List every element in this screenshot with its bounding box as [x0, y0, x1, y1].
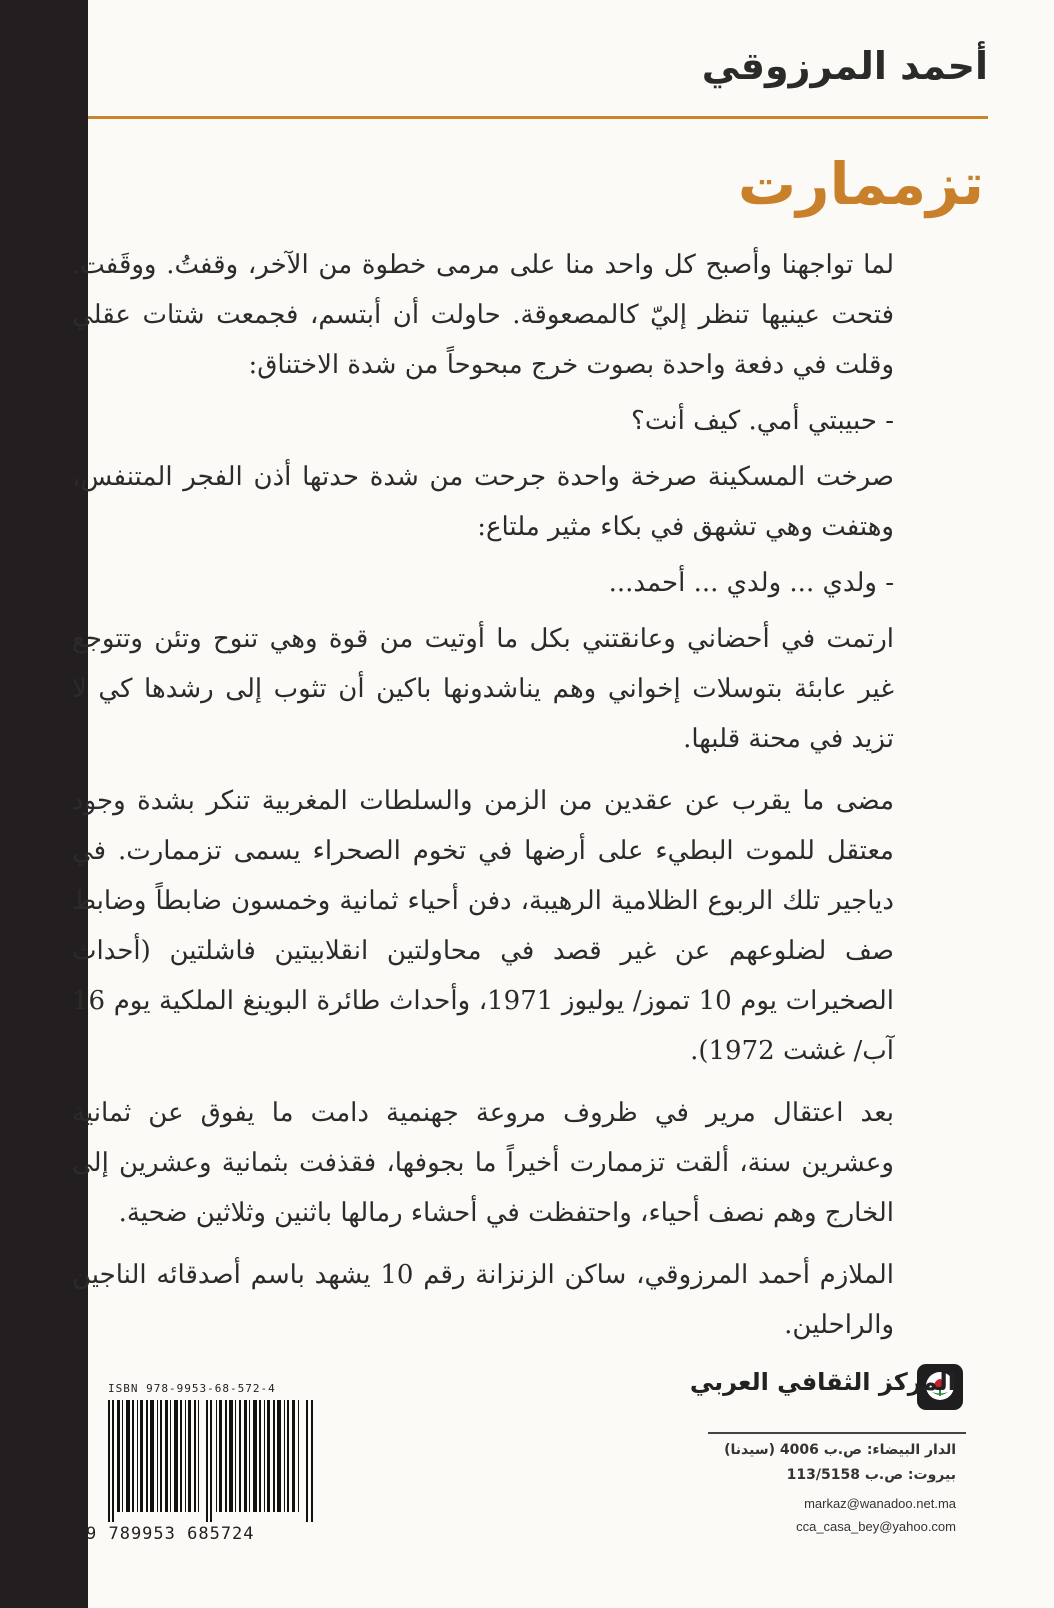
- isbn-label: ISBN 978-9953-68-572-4: [108, 1382, 276, 1395]
- blurb-dialog-1: - حبيبتي أمي. كيف أنت؟: [631, 406, 894, 436]
- address-casablanca: الدار البيضاء: ص.ب 4006 (سيدنا): [724, 1442, 956, 1458]
- publisher-name: المركز الثقافي العربي: [689, 1368, 956, 1396]
- blurb-text: [72, 240, 894, 1362]
- blurb-paragraph-3: ارتمت في أحضاني وعانقتني بكل ما أوتيت من قوة وهي تنوح وتئن وتتوجع غير عابئة بتوسلات إخواني وهم يناشدونها باكين أن تثوب إلى رشدها كي لا تزيد في محنة قلبها.: [72, 624, 894, 754]
- blurb-paragraph-5: بعد اعتقال مرير في ظروف مروعة جهنمية دامت ما يفوق عن ثمانية وعشرين سنة، ألقت تزممارت أخيراً ما بجوفها، فقذفت بثمانية وعشرين إلى الخارج وهم نصف أحياء، واحتفظت في أحشاء رمالها باثنين وثلاثين ضحية.: [72, 1098, 894, 1228]
- address-beirut: بيروت: ص.ب 113/5158: [786, 1467, 956, 1483]
- blurb-paragraph-1: لما تواجهنا وأصبح كل واحد منا على مرمى خطوة من الآخر، وقفتُ. ووقَفت. فتحت عينيها تنظر إليّ كالمصعوقة. حاولت أن أبتسم، فجمعت شتات عقلي وقلت في دفعة واحدة بصوت خرج مبحوحاً من شدة الاختناق:: [72, 250, 894, 380]
- barcode-icon: [108, 1400, 314, 1522]
- email-2: cca_casa_bey@yahoo.com: [796, 1519, 956, 1534]
- blurb-paragraph-2: صرخت المسكينة صرخة واحدة جرحت من شدة حدتها أذن الفجر المتنفس، وهتفت وهي تشهق في بكاء مثير ملتاع:: [72, 462, 894, 542]
- publisher-divider: [708, 1432, 966, 1434]
- blurb-dialog-2: - ولدي ... ولدي ... أحمد...: [608, 568, 894, 598]
- blurb-paragraph-6: الملازم أحمد المرزوقي، ساكن الزنزانة رقم 10 يشهد باسم أصدقائه الناجين والراحلين.: [72, 1260, 894, 1340]
- email-1: markaz@wanadoo.net.ma: [804, 1496, 956, 1511]
- header-rule: [88, 116, 988, 119]
- author-name: أحمد المرزوقي: [701, 44, 988, 88]
- book-title: تزممارت: [737, 150, 984, 218]
- blurb-paragraph-4: مضى ما يقرب عن عقدين من الزمن والسلطات المغربية تنكر بشدة وجود معتقل للموت البطيء على أرضها في تخوم الصحراء يسمى تزممارت. في دياجير تلك الربوع الظلامية الرهيبة، دفن أحياء ثمانية وخمسون ضابطاً وضابط صف لضلوعهم عن غير قصد في محاولتين انقلابيتين فاشلتين (أحداث الصخيرات يوم 10 تموز/ يوليوز 1971، وأحداث طائرة البوينغ الملكية يوم 16 آب/ غشت 1972).: [72, 786, 895, 1066]
- barcode-digits: 9 789953 685724: [86, 1524, 255, 1544]
